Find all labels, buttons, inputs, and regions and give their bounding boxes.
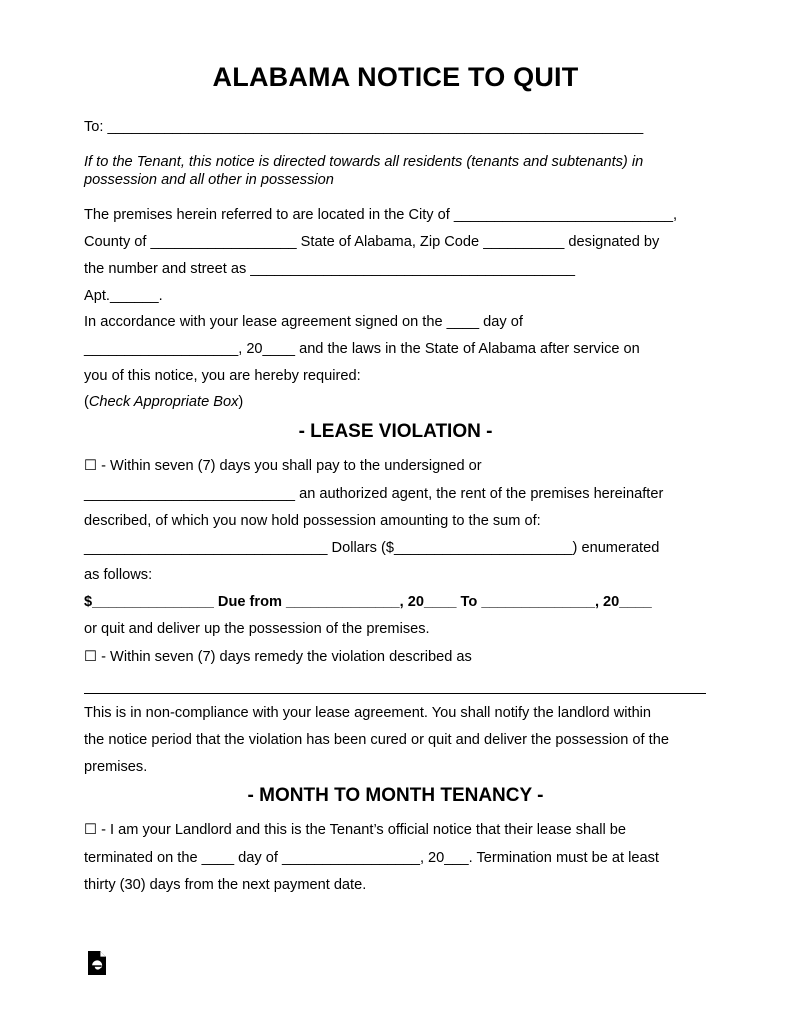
termination-date-line: terminated on the ____ day of _________________, 20___. Termination must be at least [84, 850, 659, 866]
violation-description-rule [84, 693, 706, 694]
lease-agreement-line: In accordance with your lease agreement signed on the ____ day of [84, 314, 523, 330]
compliance-text-1: This is in non-compliance with your lease agreement. You shall notify the landlord within [84, 705, 652, 721]
required-line: you of this notice, you are hereby required: [84, 368, 361, 384]
document-title: ALABAMA NOTICE TO QUIT [212, 62, 579, 92]
compliance-text-3: premises. [84, 759, 148, 775]
payment-date-line: thirty (30) days from the next payment date. [84, 877, 367, 893]
premises-street-line: the number and street as ________________________________________ [84, 261, 575, 277]
premises-county-line: County of __________________ State of Alabama, Zip Code __________ designated by [84, 234, 660, 250]
check-box-instruction: (Check Appropriate Box) [84, 394, 244, 410]
dollars-line: ______________________________ Dollars ($______________________) enumerated [84, 540, 660, 556]
lease-date-line: ___________________, 20____ and the laws in the State of Alabama after service on [84, 341, 640, 357]
intro-text-2: possession and all other in possession [84, 172, 334, 188]
authorized-agent-line: __________________________ an authorized agent, the rent of the premises hereinafter [84, 486, 664, 502]
quit-deliver-line: or quit and deliver up the possession of the premises. [84, 621, 430, 637]
month-to-month-heading: - MONTH TO MONTH TENANCY - [247, 785, 544, 806]
enumerated-line: as follows: [84, 567, 153, 583]
lease-violation-heading: - LEASE VIOLATION - [298, 421, 493, 442]
intro-text-1: If to the Tenant, this notice is directed towards all residents (tenants and subtenants) in [84, 154, 644, 170]
due-from-line: $_______________ Due from ______________, 20____ To ______________, 20____ [84, 594, 652, 610]
premises-apt-line: Apt.______. [84, 288, 163, 304]
compliance-text-2: the notice period that the violation has been cured or quit and deliver the possession of the [84, 732, 669, 748]
eforms-logo-icon [88, 951, 106, 975]
possession-sum-line: described, of which you now hold possession amounting to the sum of: [84, 513, 541, 529]
pay-rent-option: ☐ - Within seven (7) days you shall pay to the undersigned or [84, 458, 482, 474]
landlord-notice-option: ☐ - I am your Landlord and this is the Tenant’s official notice that their lease shall be [84, 822, 627, 838]
to-line: To: __________________________________________________________________ [84, 119, 644, 135]
remedy-violation-option: ☐ - Within seven (7) days remedy the violation described as [84, 649, 472, 665]
premises-city-line: The premises herein referred to are located in the City of ___________________________, [84, 207, 678, 223]
